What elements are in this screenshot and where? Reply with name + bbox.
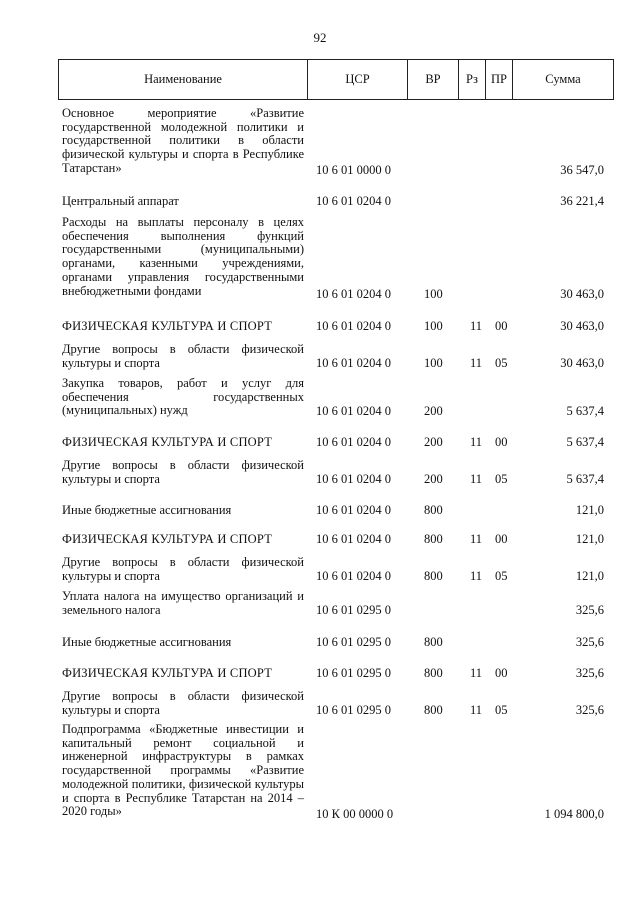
row-rz: 11 <box>470 472 483 487</box>
row-csr: 10 6 01 0204 0 <box>316 435 391 450</box>
table-row <box>0 320 640 334</box>
row-rz: 11 <box>470 356 483 371</box>
row-csr: 10 6 01 0295 0 <box>316 635 391 650</box>
table-row <box>0 216 640 302</box>
row-sum: 36 547,0 <box>560 163 604 178</box>
row-sum: 30 463,0 <box>560 287 604 302</box>
row-name: ФИЗИЧЕСКАЯ КУЛЬТУРА И СПОРТ <box>62 532 273 546</box>
row-name: Другие вопросы в области физической культуры и спорта <box>62 458 304 486</box>
table-row <box>0 377 640 419</box>
row-vr: 800 <box>424 703 443 718</box>
row-vr: 100 <box>424 287 443 302</box>
row-pr: 00 <box>495 666 508 681</box>
row-name: Подпрограмма «Бюджетные инвестиции и капитальный ремонт социальной и инженерной инфраструктуры в рамках государственной программы «Развитие молодежной политики, физической культуры и спорта в Республике Татарстан на 2014 – 2020 годы» <box>62 722 304 819</box>
row-csr: 10 6 01 0204 0 <box>316 404 391 419</box>
row-csr: 10 6 01 0000 0 <box>316 163 391 178</box>
row-vr: 800 <box>424 532 443 547</box>
row-vr: 800 <box>424 666 443 681</box>
table-row <box>0 343 640 371</box>
row-name: Другие вопросы в области физической культуры и спорта <box>62 555 304 583</box>
row-pr: 05 <box>495 356 508 371</box>
row-sum: 1 094 800,0 <box>544 807 604 822</box>
row-sum: 5 637,4 <box>566 472 604 487</box>
header-pr: ПР <box>486 60 513 100</box>
row-pr: 00 <box>495 435 508 450</box>
row-csr: 10 6 01 0295 0 <box>316 603 391 618</box>
row-sum: 36 221,4 <box>560 194 604 209</box>
row-rz: 11 <box>470 319 483 334</box>
row-sum: 325,6 <box>575 666 604 681</box>
row-name: Закупка товаров, работ и услуг для обеспечения государственных (муниципальных) нужд <box>62 376 304 418</box>
table-row <box>0 533 640 547</box>
row-pr: 00 <box>495 532 508 547</box>
row-pr: 05 <box>495 569 508 584</box>
row-pr: 00 <box>495 319 508 334</box>
row-csr: 10 6 01 0204 0 <box>316 287 391 302</box>
row-pr: 05 <box>495 472 508 487</box>
header-name: Наименование <box>59 60 308 100</box>
table-row <box>0 667 640 681</box>
row-name: Другие вопросы в области физической культуры и спорта <box>62 342 304 370</box>
table-row <box>0 436 640 450</box>
header-csr: ЦСР <box>308 60 408 100</box>
row-name: ФИЗИЧЕСКАЯ КУЛЬТУРА И СПОРТ <box>62 666 273 680</box>
table-row <box>0 504 640 518</box>
header-vr: ВР <box>408 60 459 100</box>
row-sum: 121,0 <box>575 503 604 518</box>
row-csr: 10 6 01 0204 0 <box>316 472 391 487</box>
row-sum: 30 463,0 <box>560 356 604 371</box>
row-vr: 200 <box>424 435 443 450</box>
row-rz: 11 <box>470 569 483 584</box>
row-vr: 100 <box>424 319 443 334</box>
row-csr: 10 К 00 0000 0 <box>316 807 394 822</box>
table-row <box>0 195 640 209</box>
table-row <box>0 636 640 650</box>
row-csr: 10 6 01 0204 0 <box>316 319 391 334</box>
row-name: Расходы на выплаты персоналу в целях обеспечения выполнения функций государственными (муниципальными) органами, казенными учреждениями, органами управления государственными внебюджетными фондами <box>62 215 304 298</box>
table-row <box>0 723 640 822</box>
row-rz: 11 <box>470 435 483 450</box>
row-vr: 800 <box>424 569 443 584</box>
header-sum: Сумма <box>513 60 614 100</box>
table-row <box>0 459 640 487</box>
row-csr: 10 6 01 0295 0 <box>316 703 391 718</box>
row-vr: 100 <box>424 356 443 371</box>
row-sum: 30 463,0 <box>560 319 604 334</box>
row-name: Иные бюджетные ассигнования <box>62 503 232 517</box>
table-header <box>58 59 614 100</box>
row-sum: 5 637,4 <box>566 435 604 450</box>
row-csr: 10 6 01 0204 0 <box>316 569 391 584</box>
row-csr: 10 6 01 0204 0 <box>316 503 391 518</box>
row-sum: 5 637,4 <box>566 404 604 419</box>
row-vr: 800 <box>424 635 443 650</box>
header-rz: Рз <box>459 60 486 100</box>
row-rz: 11 <box>470 532 483 547</box>
row-csr: 10 6 01 0204 0 <box>316 356 391 371</box>
row-rz: 11 <box>470 666 483 681</box>
row-sum: 121,0 <box>575 532 604 547</box>
row-vr: 200 <box>424 472 443 487</box>
row-sum: 325,6 <box>575 603 604 618</box>
row-name: Центральный аппарат <box>62 194 179 208</box>
row-csr: 10 6 01 0204 0 <box>316 532 391 547</box>
row-sum: 325,6 <box>575 635 604 650</box>
row-name: ФИЗИЧЕСКАЯ КУЛЬТУРА И СПОРТ <box>62 435 273 449</box>
row-name: Другие вопросы в области физической культуры и спорта <box>62 689 304 717</box>
page-number: 92 <box>313 30 327 45</box>
table-row <box>0 107 640 178</box>
row-csr: 10 6 01 0204 0 <box>316 194 391 209</box>
row-name: Иные бюджетные ассигнования <box>62 635 232 649</box>
table-row <box>0 690 640 718</box>
table-row <box>0 590 640 618</box>
row-csr: 10 6 01 0295 0 <box>316 666 391 681</box>
row-sum: 325,6 <box>575 703 604 718</box>
row-vr: 800 <box>424 503 443 518</box>
row-sum: 121,0 <box>575 569 604 584</box>
row-name: Уплата налога на имущество организаций и земельного налога <box>62 589 304 617</box>
row-rz: 11 <box>470 703 483 718</box>
row-pr: 05 <box>495 703 508 718</box>
table-row <box>0 556 640 584</box>
row-name: ФИЗИЧЕСКАЯ КУЛЬТУРА И СПОРТ <box>62 319 273 333</box>
row-vr: 200 <box>424 404 443 419</box>
row-name: Основное мероприятие «Развитие государственной молодежной политики и государственной политики в области физической культуры и спорта в Республике Татарстан» <box>62 106 304 175</box>
